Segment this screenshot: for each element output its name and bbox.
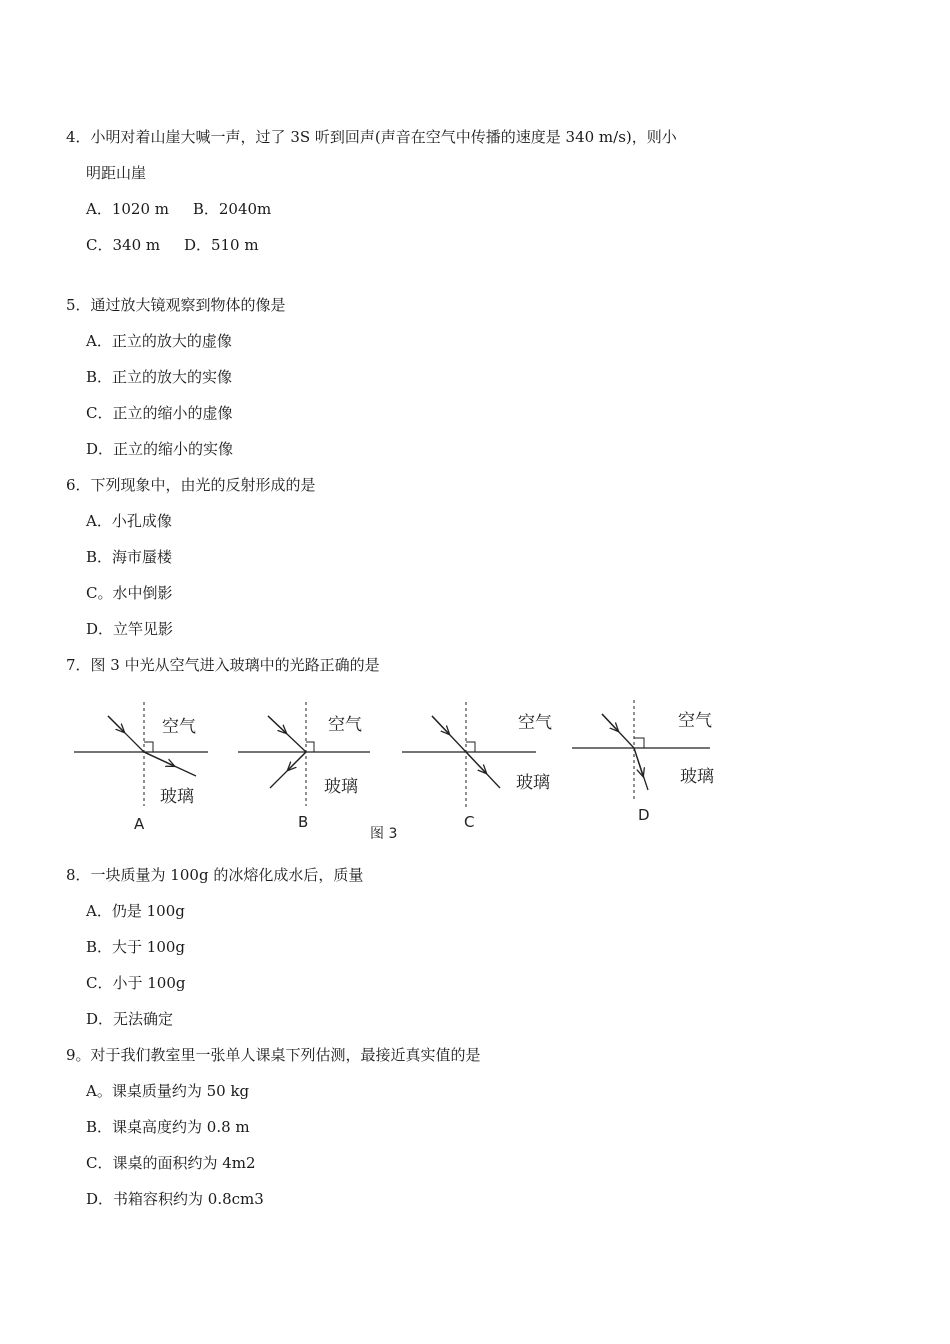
q8-option-b: B．大于 100g bbox=[86, 938, 186, 956]
diagram-a bbox=[74, 702, 208, 833]
diagram-d bbox=[572, 700, 714, 824]
q5-option-c: C．正立的缩小的虚像 bbox=[86, 404, 233, 422]
q5-stem: 5．通过放大镜观察到物体的像是 bbox=[66, 296, 286, 314]
q8-stem: 8．一块质量为 100g 的冰熔化成水后，质量 bbox=[66, 866, 364, 884]
q8-option-c: C．小于 100g bbox=[86, 974, 186, 992]
glass-label: 玻璃 bbox=[324, 777, 358, 797]
q6-option-c: C。水中倒影 bbox=[86, 584, 173, 602]
diagram-d-label: D bbox=[638, 806, 650, 824]
q4-options-row1: A．1020 m B．2040m bbox=[86, 200, 272, 218]
q5-option-b: B．正立的放大的实像 bbox=[86, 368, 233, 386]
q9-option-c: C．课桌的面积约为 4m2 bbox=[86, 1154, 256, 1172]
incident-arrow bbox=[108, 716, 124, 732]
figure-caption: 图 3 bbox=[370, 826, 398, 842]
q5-option-d: D．正立的缩小的实像 bbox=[86, 440, 234, 458]
q9-option-b: B．课桌高度约为 0.8 m bbox=[86, 1118, 250, 1136]
refracted-arrow bbox=[634, 748, 643, 776]
glass-label: 玻璃 bbox=[516, 773, 550, 793]
air-label: 空气 bbox=[162, 717, 196, 737]
air-label: 空气 bbox=[678, 711, 712, 731]
q9-stem: 9。对于我们教室里一张单人课桌下列估测，最接近真实值的是 bbox=[66, 1046, 481, 1064]
right-angle-mark bbox=[306, 742, 314, 752]
air-label: 空气 bbox=[328, 715, 362, 735]
refracted-arrow bbox=[466, 752, 486, 773]
refracted-arrow bbox=[144, 752, 174, 766]
right-angle-mark bbox=[634, 738, 644, 748]
q6-option-d: D．立竿见影 bbox=[86, 620, 174, 638]
incident-arrow bbox=[602, 714, 618, 731]
right-angle-mark bbox=[144, 742, 153, 752]
incident-arrow bbox=[432, 716, 449, 734]
diagram-a-label: A bbox=[134, 815, 145, 833]
right-angle-mark bbox=[466, 742, 475, 752]
glass-label: 玻璃 bbox=[160, 787, 194, 807]
refracted-arrow bbox=[288, 752, 306, 770]
q4-stem-line1: 4．小明对着山崖大喊一声，过了 3S 听到回声(声音在空气中传播的速度是 340 m/s)，则小 bbox=[66, 128, 677, 146]
q4-stem-line2: 明距山崖 bbox=[86, 164, 147, 182]
glass-label: 玻璃 bbox=[680, 767, 714, 787]
q9-option-a: A。课桌质量约为 50 kg bbox=[86, 1082, 250, 1100]
q6-option-b: B．海市蜃楼 bbox=[86, 548, 173, 566]
air-label: 空气 bbox=[518, 713, 552, 733]
q9-option-d: D．书箱容积约为 0.8cm3 bbox=[86, 1190, 264, 1208]
q8-option-a: A．仍是 100g bbox=[86, 902, 185, 920]
diagram-b bbox=[238, 702, 370, 831]
diagram-c bbox=[402, 702, 552, 831]
q4-options-row2: C．340 m D．510 m bbox=[86, 236, 259, 254]
q8-option-d: D．无法确定 bbox=[86, 1010, 174, 1028]
refraction-figure bbox=[66, 696, 726, 846]
incident-arrow bbox=[268, 716, 286, 733]
q5-option-a: A．正立的放大的虚像 bbox=[86, 332, 232, 350]
diagram-b-label: B bbox=[298, 813, 309, 831]
diagram-c-label: C bbox=[464, 813, 475, 831]
q7-stem: 7．图 3 中光从空气进入玻璃中的光路正确的是 bbox=[66, 656, 380, 674]
q6-option-a: A．小孔成像 bbox=[86, 512, 172, 530]
q6-stem: 6．下列现象中，由光的反射形成的是 bbox=[66, 476, 316, 494]
